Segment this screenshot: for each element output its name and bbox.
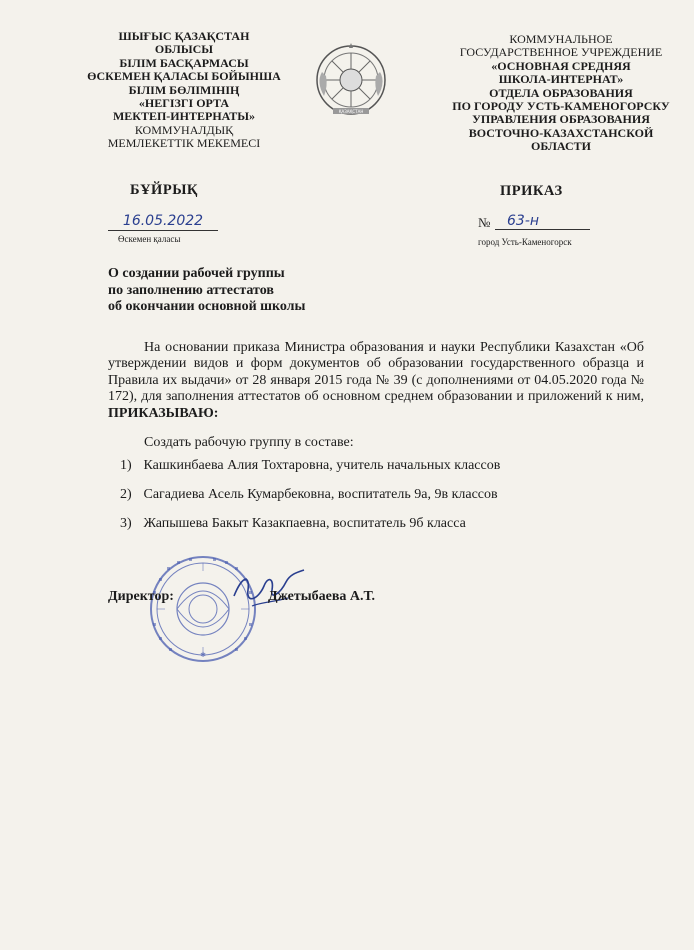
order-date: 16.05.2022 bbox=[108, 212, 218, 231]
subject-line: О создании рабочей группы bbox=[108, 266, 285, 281]
order-number: 63-н bbox=[495, 212, 590, 230]
header-kz-line: ӨСКЕМЕН ҚАЛАСЫ БОЙЫНША bbox=[87, 69, 281, 84]
svg-text:✱: ✱ bbox=[200, 651, 206, 659]
member-text: Сагадиева Асель Кумарбековна, воспитатель 9а, 9в классов bbox=[143, 487, 498, 502]
subject-line: об окончании основной школы bbox=[108, 299, 306, 314]
header-kz-line: МЕМЛЕКЕТТІК МЕКЕМЕСІ bbox=[107, 136, 261, 151]
header-kz-line: БІЛІМ БӨЛІМІНІҢ bbox=[128, 82, 240, 97]
create-group-line: Создать рабочую группу в составе: bbox=[144, 435, 354, 450]
header-ru-line: ОТДЕЛА ОБРАЗОВАНИЯ bbox=[489, 85, 633, 100]
director-title: Директор: bbox=[108, 589, 174, 604]
header-kz-line: «НЕГІЗГІ ОРТА bbox=[138, 96, 230, 111]
body-paragraph-text: На основании приказа Министра образования и науки Республики Казахстан «Об утверждении видов и форм документов об образовании государственного образца и Правила их выдачи» от 28 января 2015 года № 39 (с дополнениями от 04.05.2020 года № 172), для заполнения аттестатов об основном среднем образовании и приложений к ним, bbox=[108, 340, 644, 405]
state-emblem-icon bbox=[314, 42, 388, 128]
member-text: Кашкинбаева Алия Тохтаровна, учитель начальных классов bbox=[143, 458, 501, 473]
header-ru-line: «ОСНОВНАЯ СРЕДНЯЯ bbox=[491, 58, 631, 73]
header-kazakh bbox=[68, 30, 300, 151]
number-sign: № bbox=[478, 215, 491, 230]
order-subject bbox=[108, 266, 305, 316]
member-number: 2) bbox=[120, 487, 132, 502]
header-ru-line: ВОСТОЧНО-КАЗАХСТАНСКОЙ bbox=[468, 125, 654, 140]
header-ru-line: КОММУНАЛЬНОЕ bbox=[509, 32, 613, 46]
header-kz-line: МЕКТЕП-ИНТЕРНАТЫ» bbox=[112, 109, 256, 124]
order-word: ПРИКАЗЫВАЮ: bbox=[108, 405, 219, 421]
member-number: 3) bbox=[120, 516, 132, 531]
doc-title-ru: ПРИКАЗ bbox=[500, 183, 563, 199]
director-name: Джетыбаева А.Т. bbox=[268, 589, 375, 604]
header-ru-line: ШКОЛА-ИНТЕРНАТ» bbox=[498, 72, 624, 87]
member-number: 1) bbox=[120, 458, 132, 473]
header-ru-line: ОБЛАСТИ bbox=[531, 139, 591, 154]
members-list bbox=[120, 458, 500, 545]
header-russian bbox=[432, 33, 690, 154]
list-item bbox=[120, 458, 500, 487]
header-ru-line: ГОСУДАРСТВЕННОЕ УЧРЕЖДЕНИЕ bbox=[459, 45, 663, 60]
subject-line: по заполнению аттестатов bbox=[108, 282, 274, 298]
header-kz-line: ШЫҒЫС ҚАЗАҚСТАН bbox=[118, 29, 250, 43]
city-ru: город Усть-Каменогорск bbox=[478, 237, 572, 247]
order-body-paragraph bbox=[108, 340, 644, 422]
header-ru-line: ПО ГОРОДУ УСТЬ-КАМЕНОГОРСКУ bbox=[452, 99, 670, 114]
list-item bbox=[120, 516, 500, 545]
emblem-label: ҚАЗАҚСТАН bbox=[338, 109, 364, 114]
member-text: Жапышева Бакыт Казакпаевна, воспитатель 9б класса bbox=[143, 516, 466, 531]
header-kz-line: БІЛІМ БАСҚАРМАСЫ bbox=[119, 55, 249, 70]
list-item bbox=[120, 487, 500, 516]
header-kz-line: КОММУНАЛДЫҚ bbox=[134, 122, 234, 137]
city-kz: Өскемен қаласы bbox=[118, 234, 181, 244]
header-ru-line: УПРАВЛЕНИЯ ОБРАЗОВАНИЯ bbox=[472, 112, 650, 127]
doc-title-kz: БҰЙРЫҚ bbox=[130, 182, 198, 198]
header-kz-line: ОБЛЫСЫ bbox=[154, 42, 214, 57]
